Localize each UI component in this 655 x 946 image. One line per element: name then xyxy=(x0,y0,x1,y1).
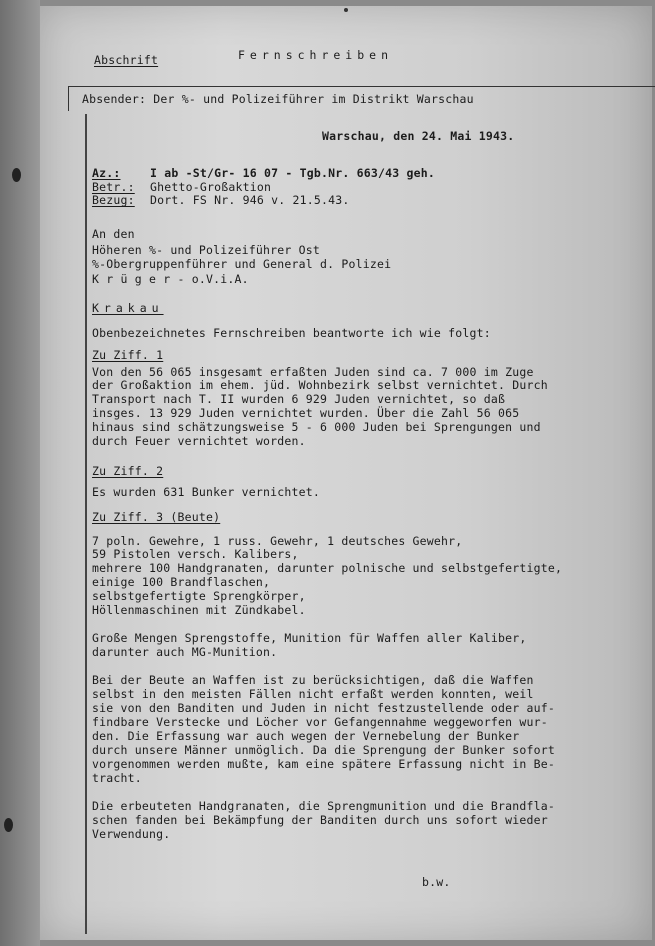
section-2-heading: Zu Ziff. 2 xyxy=(92,464,164,478)
paragraph-5-line: sie von den Banditen und Juden in nicht festzustellende oder auf- xyxy=(92,701,556,715)
paragraph-5-line: den. Die Erfassung war auch wegen der Vernebelung der Bunker xyxy=(92,729,520,743)
document-type-title: Fernschreiben xyxy=(238,48,394,62)
address-line-3: %-Obergruppenführer und General d. Polizei xyxy=(92,257,392,271)
paragraph-6-line: Die erbeuteten Handgranaten, die Sprengmunition und die Brandfla- xyxy=(92,799,556,813)
address-line-2: Höheren %- und Polizeiführer Ost xyxy=(92,243,320,257)
paragraph-4-line: Große Mengen Sprengstoffe, Munition für Waffen aller Kaliber, xyxy=(92,631,527,645)
section-1-line: hinaus sind schätzungsweise 5 - 6 000 Juden bei Sprengungen und xyxy=(92,420,541,434)
az-label: Az.: xyxy=(92,166,121,180)
sender-line: Absender: Der %- und Polizeiführer im Distrikt Warschau xyxy=(82,92,474,106)
paragraph-5-line: tracht. xyxy=(92,771,142,785)
paragraph-6-line: schen fanden bei Bekämpfung der Banditen durch uns sofort wieder xyxy=(92,813,548,827)
punch-hole-bottom xyxy=(4,818,13,832)
paragraph-5-line: selbst in den meisten Fällen nicht erfaßt werden konnten, weil xyxy=(92,687,534,701)
bezug-label: Bezug: xyxy=(92,193,135,207)
section-1-heading: Zu Ziff. 1 xyxy=(92,348,164,362)
address-city: Krakau xyxy=(92,301,164,315)
az-value: I ab -St/Gr- 16 07 - Tgb.Nr. 663/43 geh. xyxy=(150,166,435,180)
paragraph-6-line: Verwendung. xyxy=(92,827,171,841)
intro-line: Obenbezeichnetes Fernschreiben beantworte ich wie folgt: xyxy=(92,326,491,340)
punch-hole-top xyxy=(12,168,21,182)
paragraph-5-line: Bei der Beute an Waffen ist zu berücksichtigen, daß die Waffen xyxy=(92,673,534,687)
bezug-value: Dort. FS Nr. 946 v. 21.5.43. xyxy=(150,193,350,207)
address-line-4: K r ü g e r - o.V.i.A. xyxy=(92,272,249,286)
section-3-line: einige 100 Brandflaschen, xyxy=(92,575,271,589)
paragraph-4-line: darunter auch MG-Munition. xyxy=(92,645,278,659)
margin-rule xyxy=(85,114,87,934)
section-3-line: mehrere 100 Handgranaten, darunter polnische und selbstgefertigte, xyxy=(92,561,563,575)
section-3-heading: Zu Ziff. 3 (Beute) xyxy=(92,510,221,524)
section-3-line: 7 poln. Gewehre, 1 russ. Gewehr, 1 deutsches Gewehr, xyxy=(92,534,463,548)
paragraph-5-line: durch unsere Männer unmöglich. Da die Sprengung der Bunker sofort xyxy=(92,743,556,757)
dateline: Warschau, den 24. Mai 1943. xyxy=(322,129,515,143)
section-1-line: der Großaktion im ehem. jüd. Wohnbezirk selbst vernichtet. Durch xyxy=(92,378,548,392)
betr-value: Ghetto-Großaktion xyxy=(150,180,272,194)
section-1-line: Von den 56 065 insgesamt erfaßten Juden sind ca. 7 000 im Zuge xyxy=(92,365,534,379)
section-1-line: durch Feuer vernichtet worden. xyxy=(92,434,306,448)
section-3-line: selbstgefertigte Sprengkörper, xyxy=(92,589,306,603)
page-turn-note: b.w. xyxy=(422,875,451,889)
scan-mark xyxy=(344,8,348,12)
address-line-1: An den xyxy=(92,227,135,241)
section-3-line: Höllenmaschinen mit Zündkabel. xyxy=(92,603,306,617)
section-2-line: Es wurden 631 Bunker vernichtet. xyxy=(92,485,320,499)
section-1-line: insges. 13 929 Juden vernichtet wurden. Über die Zahl 56 065 xyxy=(92,406,520,420)
copy-label: Abschrift xyxy=(94,53,159,67)
betr-label: Betr.: xyxy=(92,180,135,194)
section-1-line: Transport nach T. II wurden 6 929 Juden vernichtet, so daß xyxy=(92,392,506,406)
scan-left-edge xyxy=(0,0,40,946)
paragraph-5-line: vorgenommen werden mußte, kam eine spätere Erfassung nicht in Be- xyxy=(92,757,556,771)
section-3-line: 59 Pistolen versch. Kalibers, xyxy=(92,547,299,561)
paragraph-5-line: findbare Verstecke und Löcher vor Gefangennahme weggeworfen wur- xyxy=(92,715,548,729)
